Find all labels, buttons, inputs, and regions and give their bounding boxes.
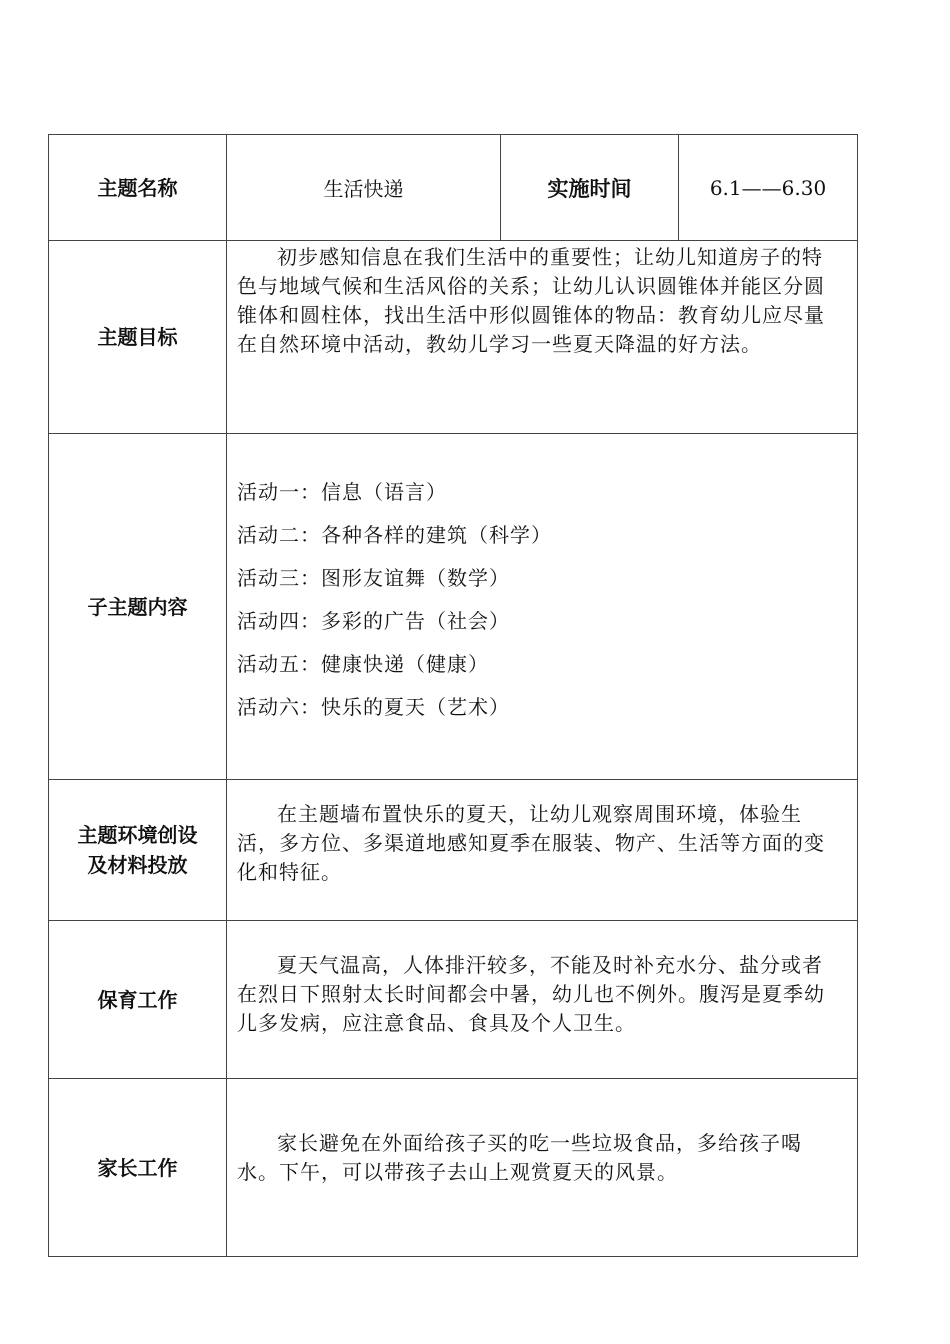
parents-label: 家长工作 — [49, 1079, 227, 1257]
goal-row — [49, 241, 858, 434]
list-item: 活动三：图形友谊舞（数学） — [237, 566, 510, 590]
care-label: 保育工作 — [49, 921, 227, 1079]
theme-name-label: 主题名称 — [49, 135, 227, 241]
header-row — [49, 135, 858, 241]
list-item: 活动二：各种各样的建筑（科学） — [237, 523, 552, 547]
theme-name-value: 生活快递 — [227, 135, 501, 241]
sub-topics-label: 子主题内容 — [49, 434, 227, 780]
list-item: 活动一：信息（语言） — [237, 480, 447, 504]
sub-topics-list — [227, 434, 857, 729]
list-item: 活动五：健康快递（健康） — [237, 652, 489, 676]
goal-text: 初步感知信息在我们生活中的重要性；让幼儿知道房子的特色与地域气候和生活风俗的关系；让幼儿认识圆锥体并能区分圆锥体和圆柱体，找出生活中形似圆锥体的物品：教育幼儿应尽量在自然环境中活动，教幼儿学习一些夏天降温的好方法。 — [237, 245, 825, 356]
parents-row — [49, 1079, 858, 1257]
time-value: 6.1——6.30 — [679, 135, 858, 241]
environment-text: 在主题墙布置快乐的夏天，让幼儿观察周围环境，体验生活，多方位、多渠道地感知夏季在服装、物产、生活等方面的变化和特征。 — [237, 802, 825, 884]
environment-label: 主题环境创设 及材料投放 — [49, 780, 227, 921]
environment-row — [49, 780, 858, 921]
goal-label: 主题目标 — [49, 241, 227, 434]
care-row — [49, 921, 858, 1079]
theme-plan-table — [48, 134, 858, 1257]
care-text: 夏天气温高，人体排汗较多，不能及时补充水分、盐分或者在烈日下照射太长时间都会中暑，幼儿也不例外。腹泻是夏季幼儿多发病，应注意食品、食具及个人卫生。 — [237, 953, 825, 1035]
parents-text: 家长避免在外面给孩子买的吃一些垃圾食品，多给孩子喝水。下午，可以带孩子去山上观赏夏天的风景。 — [237, 1131, 802, 1184]
list-item: 活动四：多彩的广告（社会） — [237, 609, 510, 633]
sub-topics-row — [49, 434, 858, 780]
time-label: 实施时间 — [501, 135, 679, 241]
list-item: 活动六：快乐的夏天（艺术） — [237, 695, 510, 719]
